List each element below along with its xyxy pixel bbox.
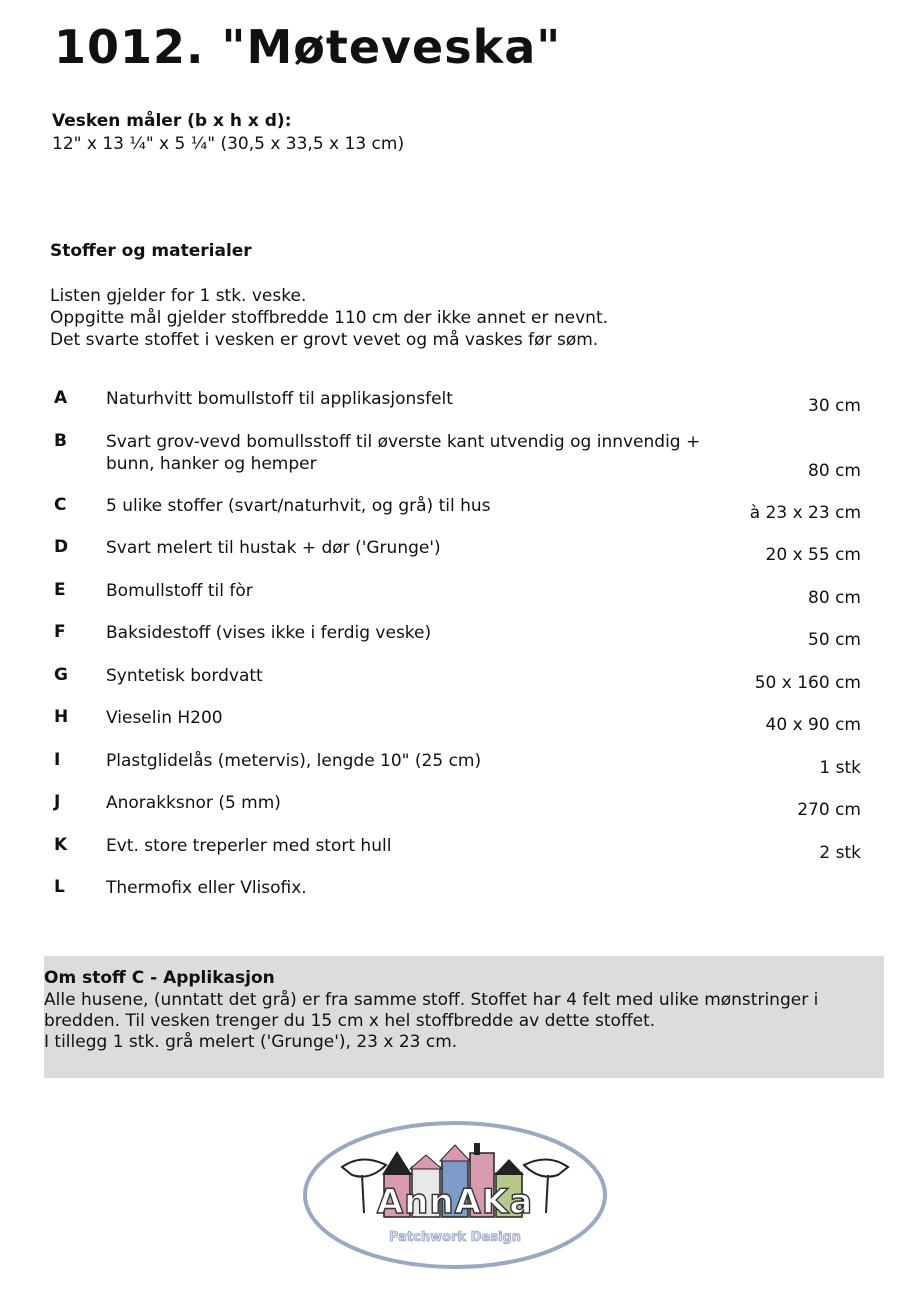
- intro-line: Det svarte stoffet i vesken er grovt vevet og må vaskes før søm.: [50, 330, 599, 350]
- material-amount: 80 cm: [808, 587, 861, 608]
- dimensions-heading: Vesken måler (b x h x d):: [52, 111, 292, 131]
- material-description: Thermofix eller Vlisofix.: [106, 878, 307, 898]
- material-row-l: [0, 877, 921, 920]
- material-description: Plastglidelås (metervis), lengde 10" (25 cm): [106, 750, 482, 771]
- material-row-h: [0, 707, 921, 750]
- material-row-c: [0, 495, 921, 538]
- material-description: Evt. store treperler med stort hull: [106, 835, 392, 856]
- info-box-text: [44, 990, 818, 1053]
- materials-intro: [50, 285, 608, 351]
- material-description: Vieselin H200: [106, 708, 223, 728]
- material-letter: I: [54, 749, 61, 770]
- material-row-e: [0, 580, 921, 623]
- material-letter: J: [54, 792, 61, 812]
- intro-line: Oppgitte mål gjelder stoffbredde 110 cm der ikke annet er nevnt.: [50, 308, 609, 328]
- logo-brand-text: AnnAKa: [376, 1182, 534, 1222]
- material-description: Svart grov-vevd bomullsstoff til øverste kant utvendig og innvendig + bunn, hanker og hemper: [106, 431, 701, 474]
- material-letter: K: [54, 834, 68, 855]
- material-amount: 1 stk: [819, 757, 861, 778]
- material-amount: 40 x 90 cm: [765, 715, 861, 735]
- material-row-j: [0, 792, 921, 835]
- material-row-a: [0, 388, 921, 431]
- material-description: Bomullstoff til fòr: [106, 580, 253, 601]
- material-description: Syntetisk bordvatt: [106, 665, 263, 686]
- material-letter: B: [54, 430, 67, 451]
- material-letter: G: [54, 664, 68, 685]
- material-row-k: [0, 835, 921, 878]
- material-amount: 50 cm: [808, 630, 861, 650]
- logo-tagline-text: Patchwork Design: [388, 1230, 522, 1245]
- material-amount: 20 x 55 cm: [765, 545, 861, 565]
- info-line: I tillegg 1 stk. grå melert ('Grunge'), 23 x 23 cm.: [44, 1032, 458, 1052]
- material-letter: D: [54, 537, 69, 557]
- info-line: bredden. Til vesken trenger du 15 cm x hel stoffbredde av dette stoffet.: [44, 1011, 656, 1031]
- material-amount: 270 cm: [797, 800, 861, 820]
- info-box-heading: Om stoff C - Applikasjon: [44, 968, 275, 988]
- material-letter: L: [54, 877, 65, 897]
- material-letter: F: [54, 622, 66, 642]
- material-row-d: [0, 537, 921, 580]
- materials-list: [0, 388, 921, 920]
- info-line: Alle husene, (unntatt det grå) er fra samme stoff. Stoffet har 4 felt med ulike mønstringer i: [44, 990, 819, 1010]
- fabric-c-info-box: [44, 956, 884, 1078]
- material-row-b: [0, 431, 921, 495]
- material-row-f: [0, 622, 921, 665]
- material-description: Anorakksnor (5 mm): [106, 793, 281, 813]
- material-row-g: [0, 665, 921, 708]
- material-letter: E: [54, 579, 66, 600]
- annaka-logo: [300, 1115, 610, 1275]
- material-description: Baksidestoff (vises ikke i ferdig veske): [106, 623, 432, 643]
- material-amount: 80 cm: [808, 460, 861, 481]
- material-amount: 30 cm: [808, 396, 861, 416]
- material-amount: à 23 x 23 cm: [749, 502, 861, 523]
- page-title: 1012. "Møteveska": [54, 20, 562, 74]
- material-letter: C: [54, 494, 67, 515]
- material-letter: A: [54, 388, 68, 408]
- material-amount: 50 x 160 cm: [754, 672, 861, 693]
- material-amount: 2 stk: [819, 842, 861, 863]
- dimensions-value: 12" x 13 ¼" x 5 ¼" (30,5 x 33,5 x 13 cm): [52, 134, 405, 154]
- material-letter: H: [54, 707, 69, 727]
- material-row-i: [0, 750, 921, 793]
- material-description: Svart melert til hustak + dør ('Grunge'): [106, 538, 441, 558]
- material-description: 5 ulike stoffer (svart/naturhvit, og grå) til hus: [106, 495, 491, 516]
- intro-line: Listen gjelder for 1 stk. veske.: [50, 286, 307, 306]
- materials-heading: Stoffer og materialer: [50, 241, 252, 261]
- material-description: Naturhvitt bomullstoff til applikasjonsfelt: [106, 389, 453, 409]
